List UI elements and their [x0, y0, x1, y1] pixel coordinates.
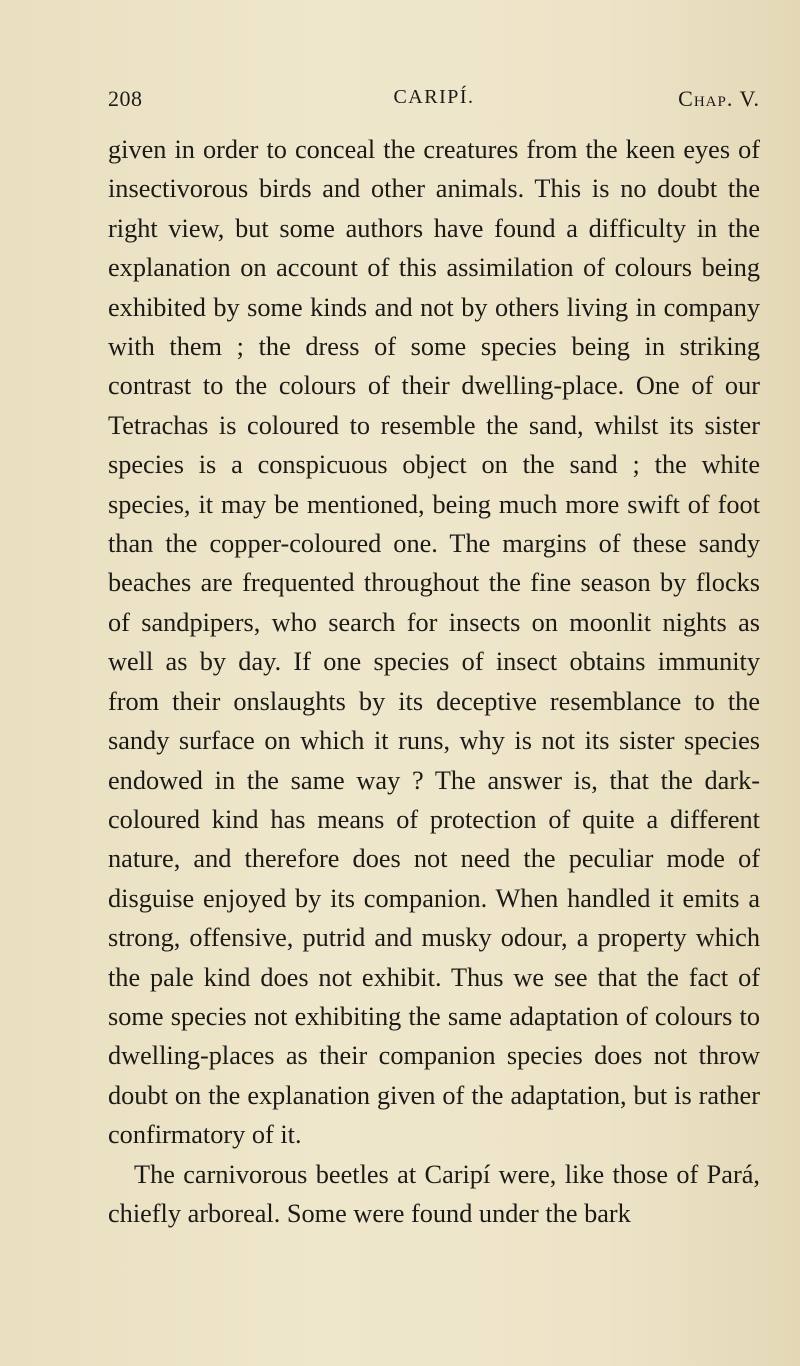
paragraph-1: given in order to conceal the creatures from the keen eyes of insectivorous birds and other animals. This is no doubt the right view, but some authors have found a difficulty in the explanation on account of this assimilation of colours being exhibited by some kinds and not by others living in company with them ; the dress of some species being in striking contrast to the colours of their dwelling-place. One of our Tetrachas is coloured to resemble the sand, whilst its sister species is a conspicuous object on the sand ; the white species, it may be mentioned, being much more swift of foot than the copper-coloured one. The margins of these sandy beaches are frequented throughout the fine season by flocks of sandpipers, who search for insects on moonlit nights as well as by day. If one species of insect obtains immunity from their onslaughts by its deceptive resemblance to the sandy surface on which it runs, why is not its sister species endowed in the same way ? The answer is, that the dark-coloured kind has means of protection of quite a different nature, and therefore does not need the peculiar mode of disguise enjoyed by its companion. When handled it emits a strong, offensive, putrid and musky odour, a property which the pale kind does not exhibit. Thus we see that the fact of some species not exhibiting the same adaptation of colours to dwelling-places as their companion species does not throw doubt on the explanation given of the adaptation, but is rather confirmatory of it. — [108, 135, 760, 1150]
running-title: CARIPÍ. — [393, 86, 475, 108]
page-number: 208 — [108, 86, 143, 111]
chapter-label: Chap. V. — [678, 86, 760, 111]
running-head — [108, 86, 760, 116]
paragraph-2: The carnivorous beetles at Caripí were, like those of Pará, chiefly arboreal. Some were found under the bark — [108, 1159, 760, 1228]
body-text — [108, 130, 760, 1233]
